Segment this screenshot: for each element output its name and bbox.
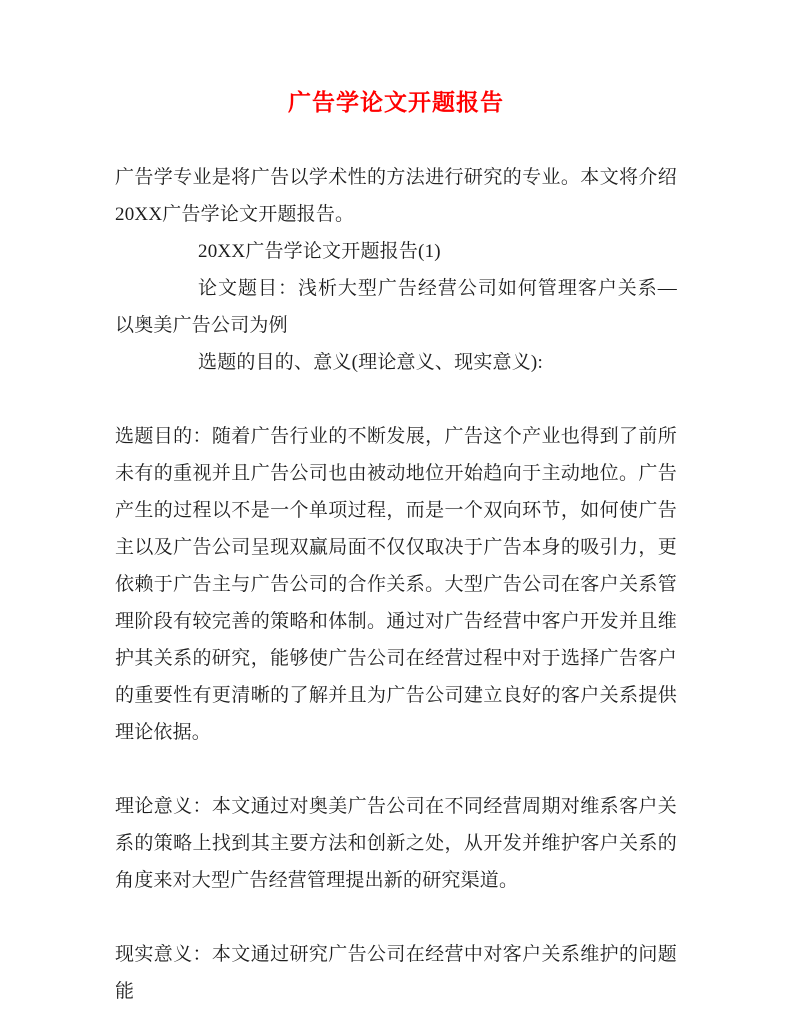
paragraph: 选题的目的、意义(理论意义、现实意义): bbox=[198, 352, 543, 373]
paragraph: 理论意义：本文通过对奥美广告公司在不同经营周期对维系客户关系的策略上找到其主要方法和创新之处，从开发并维护客户关系的角度来对大型广告经营管理提出新的研究渠道。 bbox=[115, 796, 677, 891]
paragraph: 现实意义：本文通过研究广告公司在经营中对客户关系维护的问题能 bbox=[115, 944, 677, 1002]
paragraph: 广告学专业是将广告以学术性的方法进行研究的专业。本文将介绍20XX广告学论文开题报告。 bbox=[115, 167, 677, 225]
document-body bbox=[115, 159, 677, 1010]
paragraph: 论文题目：浅析大型广告经营公司如何管理客户关系—以奥美广告公司为例 bbox=[115, 278, 677, 336]
paragraph: 选题目的：随着广告行业的不断发展，广告这个产业也得到了前所未有的重视并且广告公司也由被动地位开始趋向于主动地位。广告产生的过程以不是一个单项过程，而是一个双向环节，如何使广告主以及广告公司呈现双赢局面不仅仅取决于广告本身的吸引力，更依赖于广告主与广告公司的合作关系。大型广告公司在客户关系管理阶段有较完善的策略和体制。通过对广告经营中客户开发并且维护其关系的研究，能够使广告公司在经营过程中对于选择广告客户的重要性有更清晰的了解并且为广告公司建立良好的客户关系提供理论依据。 bbox=[115, 426, 677, 743]
document-title: 广告学论文开题报告 bbox=[288, 90, 504, 115]
paragraph: 20XX广告学论文开题报告(1) bbox=[198, 241, 441, 262]
